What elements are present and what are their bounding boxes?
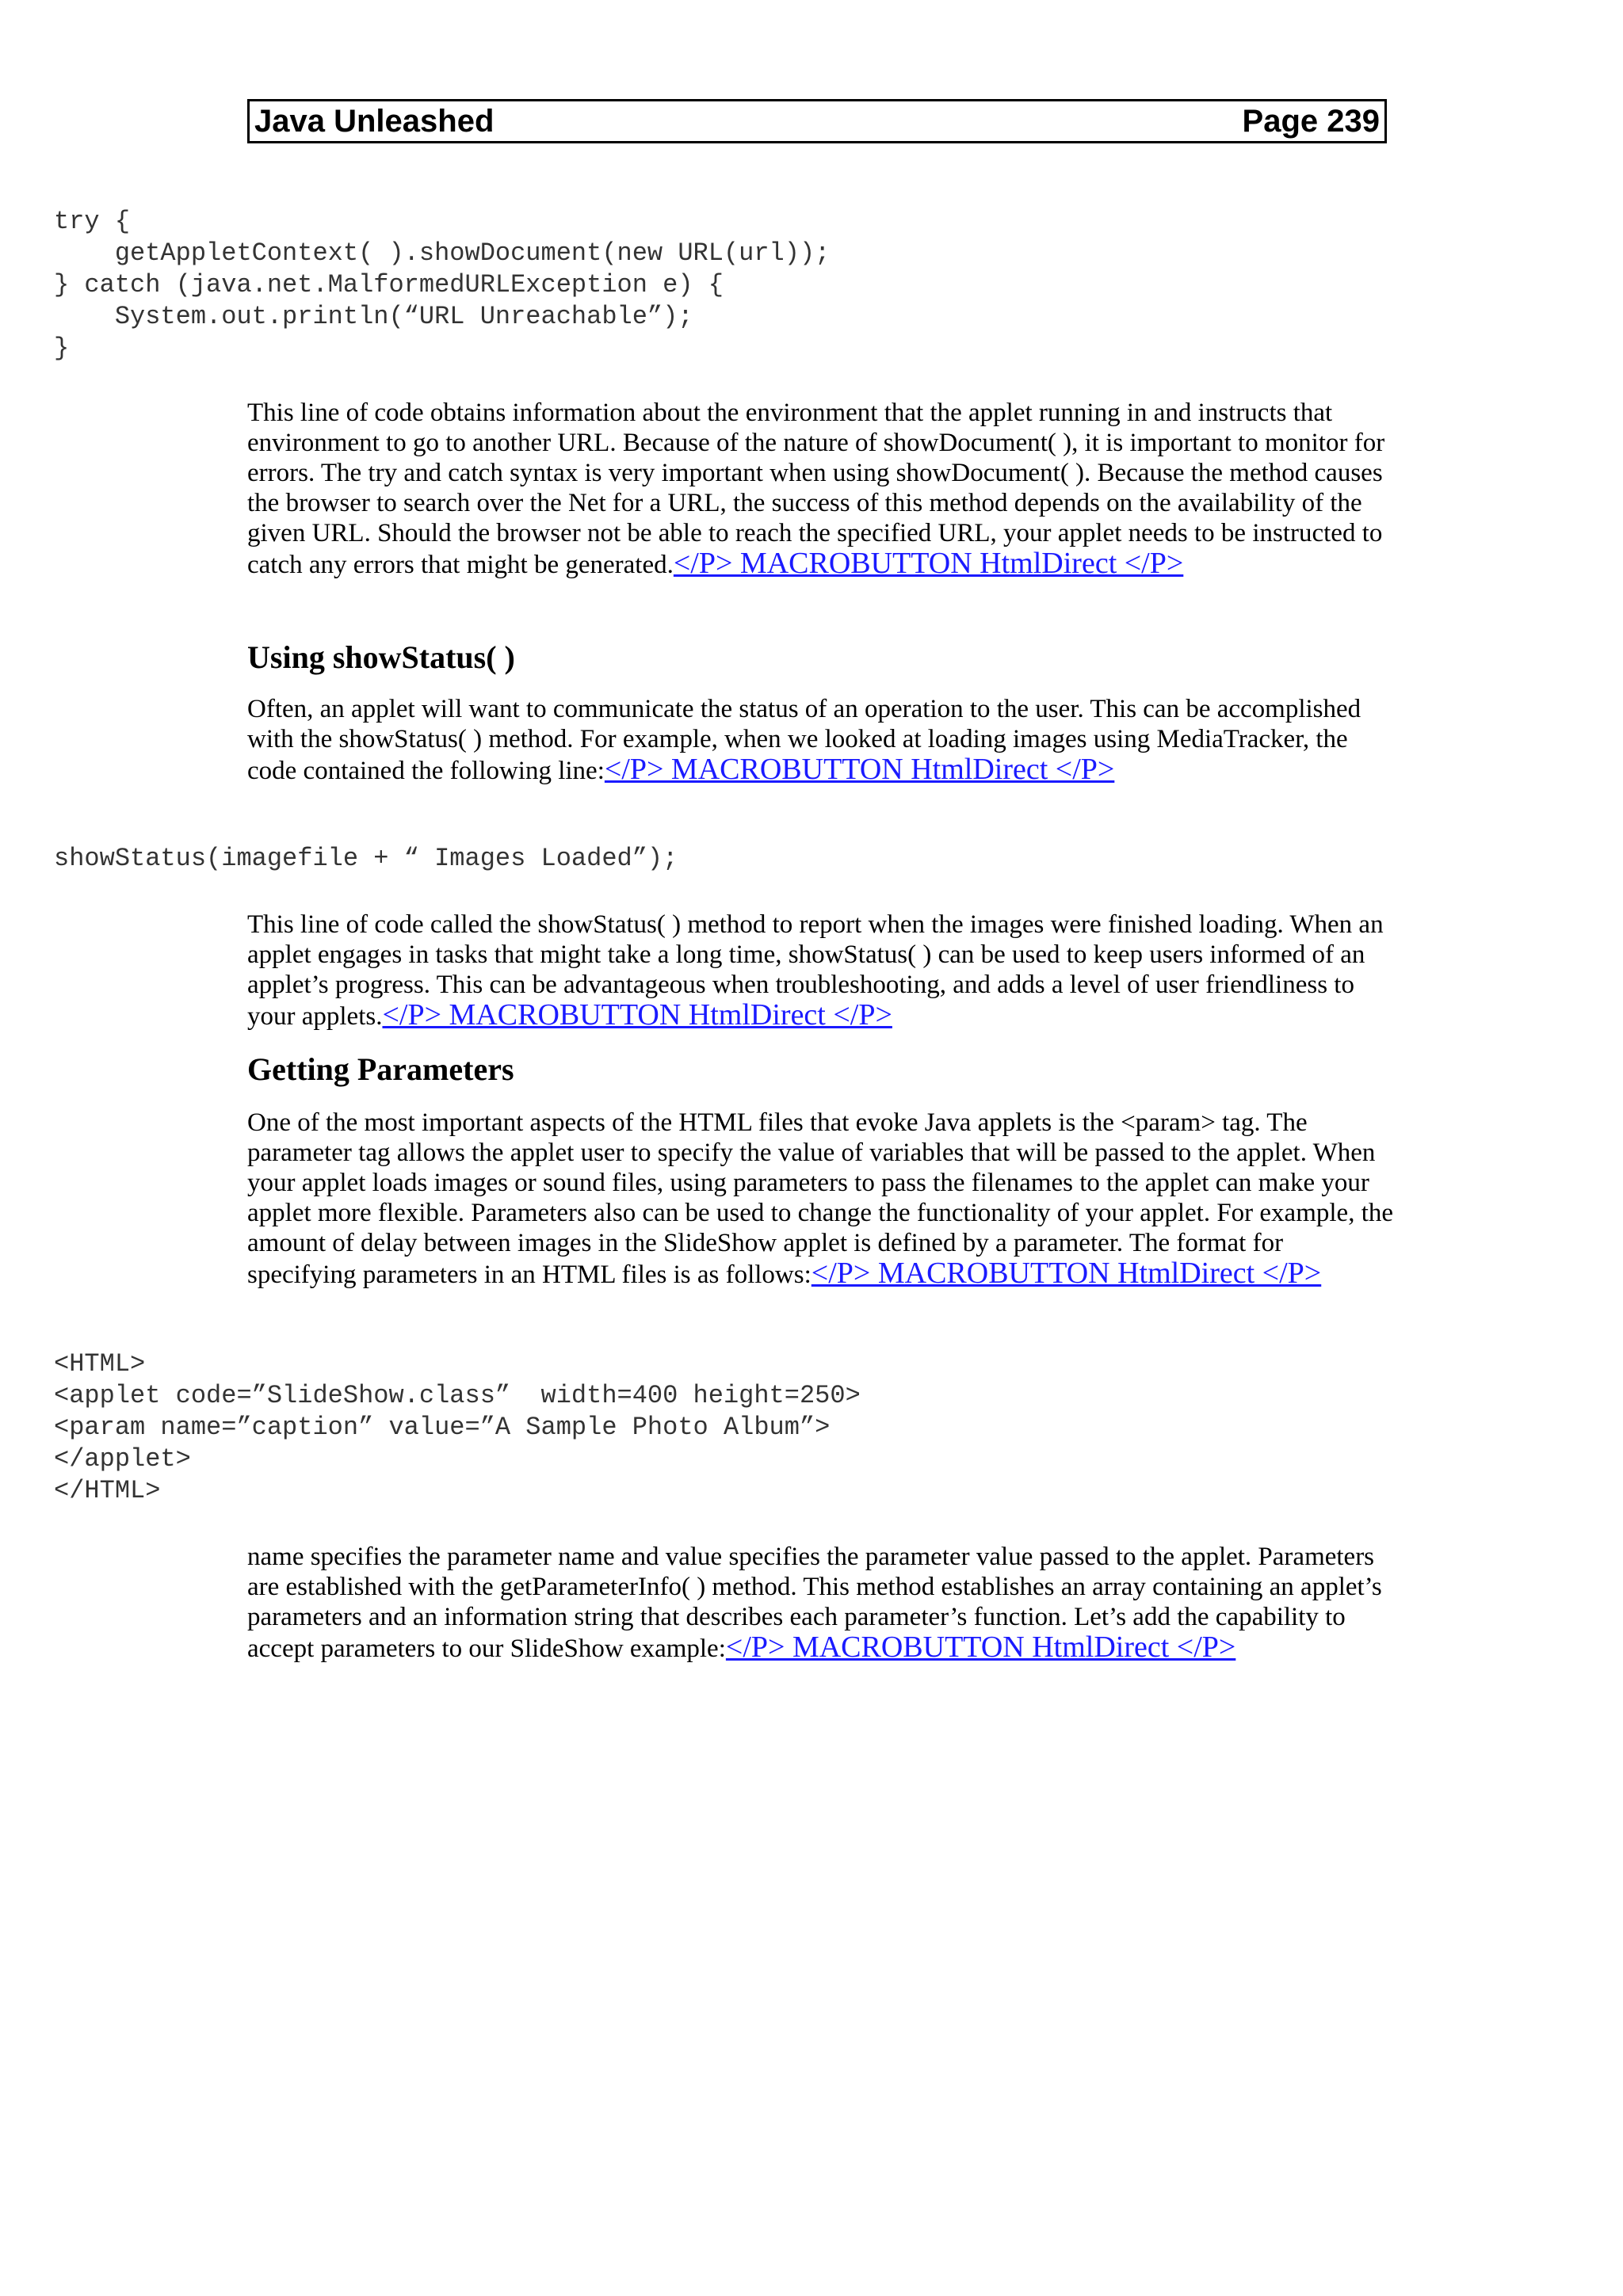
paragraph-parameter-info [247,1542,1393,1664]
macrobutton-link[interactable]: </P> MACROBUTTON HtmlDirect </P> [604,753,1115,786]
macrobutton-link[interactable]: </P> MACROBUTTON HtmlDirect </P> [673,547,1184,580]
code-block-html-applet: <HTML> <applet code=”SlideShow.class” width=400 height=250> <param name=”caption” value=”A Sample Photo Album”> </applet> </HTML> [54,1349,861,1505]
macrobutton-link[interactable]: </P> MACROBUTTON HtmlDirect </P> [811,1257,1322,1290]
section-heading-getting-parameters: Getting Parameters [247,1051,514,1087]
paragraph-text: This line of code obtains information about the environment that the applet running in and instructs that environment to go to another URL. Because of the nature of showDocument( ), it is important to monitor for errors. The try and catch syntax is very important when using showDocument( ). Because the method causes the browser to search over the Net for a URL, the success of this method depends on the availability of the given URL. Should the browser not be able to reach the specified URL, your applet needs to be instructed to catch any errors that might be generated. [247,399,1385,579]
paragraph-show-status [247,694,1393,786]
book-title: Java Unleashed [254,103,495,139]
macrobutton-link[interactable]: </P> MACROBUTTON HtmlDirect </P> [382,998,892,1032]
macrobutton-link[interactable]: </P> MACROBUTTON HtmlDirect </P> [725,1630,1236,1664]
page-header [247,99,1387,143]
code-block-show-status: showStatus(imagefile + “ Images Loaded”); [54,844,678,873]
paragraph-text: name specifies the parameter name and value specifies the parameter value passed to the applet. Parameters are established with the getParameterInfo( ) method. This method establishes an array containing an applet’s parameters and an information string that describes each parameter’s function. Let’s add the capability to accept parameters to our SlideShow example: [247,1543,1382,1663]
paragraph-show-document [247,398,1393,580]
section-heading-show-status: Using showStatus( ) [247,639,515,675]
page-number: Page 239 [1242,103,1380,139]
code-block-show-document: try { getAppletContext( ).showDocument(new URL(url)); } catch (java.net.MalformedURLException e) { System.out.println(“URL Unreachable”); } [54,207,831,363]
paragraph-text: Often, an applet will want to communicate the status of an operation to the user. This can be accomplished with the showStatus( ) method. For example, when we looked at loading images using MediaTracker, the code contained the following line: [247,695,1361,785]
paragraph-parameters [247,1108,1393,1290]
paragraph-text: One of the most important aspects of the HTML files that evoke Java applets is the <param> tag. The parameter tag allows the applet user to specify the value of variables that will be passed to the applet. When your applet loads images or sound files, using parameters to pass the filenames to the applet can make your applet more flexible. Parameters also can be used to change the functionality of your applet. For example, the amount of delay between images in the SlideShow applet is defined by a parameter. The format for specifying parameters in an HTML files is as follows: [247,1108,1394,1289]
paragraph-status-explanation [247,910,1393,1032]
paragraph-text: This line of code called the showStatus( ) method to report when the images were finished loading. When an applet engages in tasks that might take a long time, showStatus( ) can be used to keep users informed of an applet’s progress. This can be advantageous when troubleshooting, and adds a level of user friendliness to your applets. [247,910,1384,1031]
